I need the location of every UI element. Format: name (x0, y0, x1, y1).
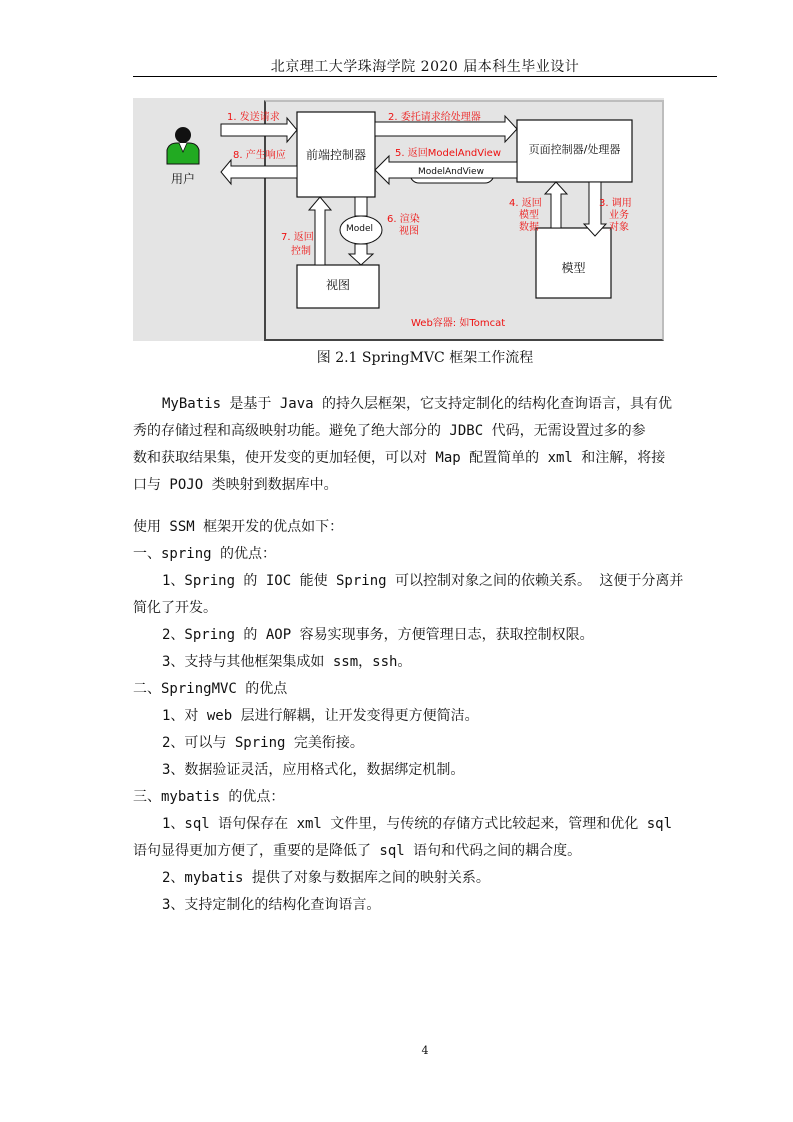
figure-caption: 图 2.1 SpringMVC 框架工作流程 (316, 350, 534, 366)
view-label: 视图 (325, 278, 350, 292)
label-return-control-2: 控制 (291, 246, 311, 257)
springmvc-heading: 二、SpringMVC 的优点 (133, 681, 288, 697)
mybatis-item: 1、sql 语句保存在 xml 文件里，与传统的存储方式比较起来，管理和优化 sql (162, 816, 673, 832)
user-label: 用户 (171, 172, 196, 186)
label-render-2: 视图 (399, 226, 419, 237)
label-return-model-2: 模型 (519, 210, 539, 221)
mybatis-paragraph-line: 数和获取结果集，使开发变的更加轻便，可以对 Map 配置简单的 xml 和注解，将接 (133, 450, 666, 466)
model-label: 模型 (561, 261, 586, 275)
user-icon (167, 127, 199, 164)
label-delegate: 2. 委托请求给处理器 (388, 112, 481, 123)
model-oval-label: Model (346, 224, 374, 234)
spring-item: 1、Spring 的 IOC 能使 Spring 可以控制对象之间的依赖关系。 这便于分离并 (162, 573, 684, 589)
modelandview-label: ModelAndView (418, 167, 484, 177)
mybatis-item: 3、支持定制化的结构化查询语言。 (162, 897, 381, 913)
spring-item: 2、Spring 的 AOP 容易实现事务，方便管理日志，获取控制权限。 (162, 627, 594, 643)
mybatis-paragraph-line: 口与 POJO 类映射到数据库中。 (133, 477, 338, 493)
springmvc-item: 1、对 web 层进行解耦，让开发变得更方便简洁。 (162, 708, 479, 724)
front-controller-label: 前端控制器 (305, 148, 366, 162)
label-invoke-1: 3. 调用 (599, 198, 632, 209)
page-controller-label: 页面控制器/处理器 (528, 143, 621, 156)
label-produce-response: 8. 产生响应 (233, 150, 286, 161)
mybatis-paragraph-line: 秀的存储过程和高级映射功能。避免了绝大部分的 JDBC 代码，无需设置过多的参 (133, 423, 646, 439)
advantages-intro: 使用 SSM 框架开发的优点如下： (133, 519, 344, 535)
mybatis-heading: 三、mybatis 的优点： (133, 789, 285, 805)
label-return-model-1: 4. 返回 (509, 198, 542, 209)
mybatis-item: 2、mybatis 提供了对象与数据库之间的映射关系。 (162, 870, 490, 886)
label-invoke-3: 对象 (609, 222, 629, 233)
spring-item: 3、支持与其他框架集成如 ssm，ssh。 (162, 654, 412, 670)
mybatis-paragraph-line: MyBatis 是基于 Java 的持久层框架，它支持定制化的结构化查询语言，具有优 (162, 396, 673, 412)
label-web-container: Web容器: 如Tomcat (411, 318, 506, 329)
label-return-model-3: 数据 (519, 222, 539, 233)
mybatis-item: 语句显得更加方便了，重要的是降低了 sql 语句和代码之间的耦合度。 (133, 843, 582, 859)
spring-item: 简化了开发。 (133, 600, 217, 616)
label-send-request: 1. 发送请求 (227, 112, 280, 123)
springmvc-item: 3、数据验证灵活，应用格式化，数据绑定机制。 (162, 762, 465, 778)
springmvc-item: 2、可以与 Spring 完美衔接。 (162, 735, 364, 751)
springmvc-diagram (133, 98, 664, 341)
label-render-1: 6. 渲染 (387, 214, 420, 225)
spring-heading: 一、spring 的优点： (133, 546, 277, 562)
label-return-mav: 5. 返回ModelAndView (395, 148, 502, 159)
page-number: 4 (421, 1044, 429, 1057)
label-return-control-1: 7. 返回 (281, 232, 314, 243)
label-invoke-2: 业务 (609, 210, 629, 221)
header-rule (133, 76, 717, 77)
page-header: 北京理工大学珠海学院 2020 届本科生毕业设计 (270, 59, 580, 75)
